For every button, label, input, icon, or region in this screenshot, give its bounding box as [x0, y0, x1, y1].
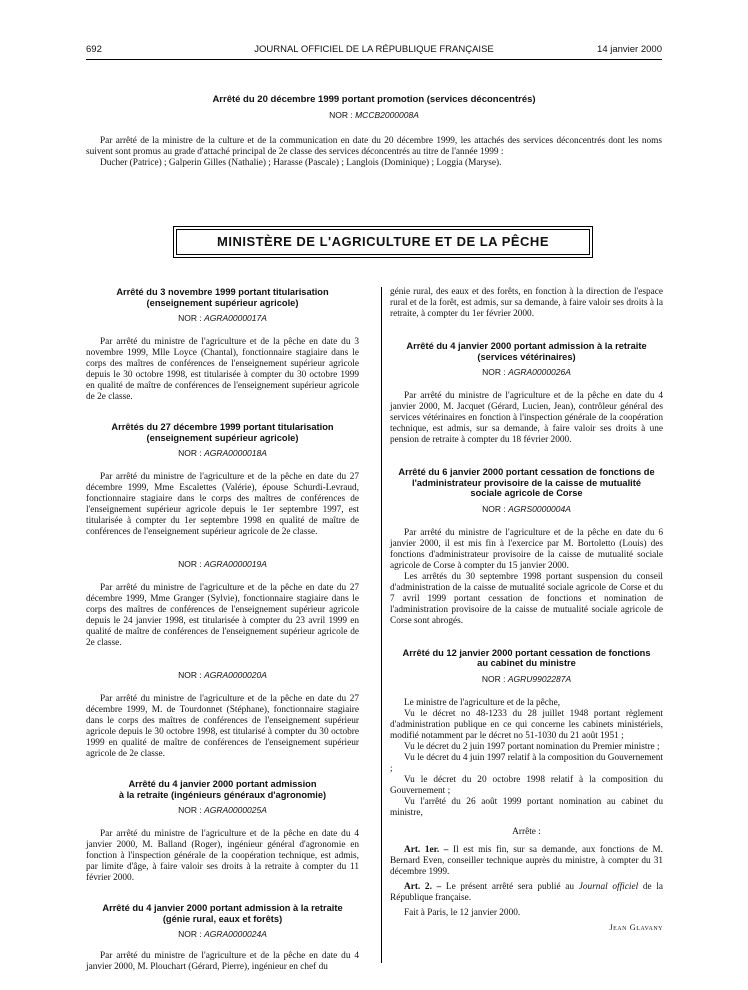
decree-text: Par arrêté du ministre de l'agriculture et de la pêche en date du 27 décembre 1999, M. de Tourdonnet (Stéphane), fonctionnaire stagiaire dans le corps des maîtres de conférences de l'enseignement supérieur agricole depuis le 30 octobre 1998, est titularisé à compter du 30 octobre 1999 en qualité de maître de conférences de l'enseignement supérieur agricole de 2e classe. [86, 694, 359, 759]
nor-reference: NOR : AGRA0000026A [482, 367, 571, 377]
left-column [86, 287, 359, 973]
nor-reference: NOR : AGRA0000019A [178, 559, 267, 569]
top-section-title: Arrêté du 20 décembre 1999 portant promotion (services déconcentrés) [212, 94, 536, 105]
article-2: Art. 2. – Le présent arrêté sera publié au Journal officiel de la République française. [390, 881, 664, 903]
nor-reference: NOR : AGRA0000024A [178, 929, 267, 939]
arrete-word: Arrête : [512, 826, 541, 837]
right-column [390, 287, 663, 932]
decree-date-place: Fait à Paris, le 12 janvier 2000. [404, 907, 521, 918]
decree-text: Par arrêté du ministre de l'agriculture et de la pêche en date du 4 janvier 2000, M. Plouchart (Gérard, Pierre), ingénieur en chef du [86, 951, 359, 972]
nor-reference: NOR : AGRU9902287A [481, 673, 572, 684]
decree-title: Arrêté du 3 novembre 1999 portant titularisation (enseignement supérieur agricole) [116, 287, 329, 308]
decree-title: Arrêté du 12 janvier 2000 portant cessation de fonctions au cabinet du ministre [402, 647, 651, 668]
issue-date: 14 janvier 2000 [597, 44, 662, 55]
decree-text: Par arrêté du ministre de l'agriculture et de la pêche en date du 3 novembre 1999, Mlle Loyce (Chantal), fonctionnaire stagiaire dans le corps des maîtres de conférences de l'enseignement supérieur agricole depuis le 30 octobre 1998, est titularisée à compter du 30 octobre 1999 en qualité de maître de conférences de l'enseignement supérieur agricole de 2e classe. [86, 337, 359, 402]
decree-text: Le ministre de l'agriculture et de la pêche, [404, 697, 561, 708]
top-section-nor: NOR : MCCB2000008A [329, 110, 419, 120]
decree-text: Vu le décret no 48-1233 du 28 juillet 1948 portant règlement d'administration publique en ce qui concerne les cabinets ministériels, modifié notamment par le décret no 51-1030 du 21 août 1951 ; [390, 708, 663, 741]
decree-text: Par arrêté du ministre de l'agriculture et de la pêche en date du 27 décembre 1999, Mme Granger (Sylvie), fonctionnaire stagiaire dans le corps des maîtres de conférences de l'enseignement supérieur agricole depuis le 24 janvier 1998, est titularisée à compter du 23 avril 1999 en qualité de maître de conférences de l'enseignement supérieur agricole de 2e classe. [86, 583, 359, 648]
nor-reference: NOR : AGRA0000018A [178, 448, 267, 458]
signature: Jean Glavany [609, 921, 663, 932]
decree-title: Arrêté du 6 janvier 2000 portant cessation de fonctions de l'administrateur provisoire de la caisse de mutualité sociale agricole de Corse [398, 467, 655, 498]
decree-title: Arrêté du 4 janvier 2000 portant admission à la retraite (services vétérinaires) [406, 341, 647, 362]
top-section-body [86, 136, 662, 169]
decree-text: Les arrêtés du 30 septembre 1998 portant suspension du conseil d'administration de la caisse de mutualité sociale agricole de Corse et du 7 avril 1999 portant cessation de fonctions et nomination de l'administration provisoire de la caisse de mutualité sociale agricole de Corse sont abrogés. [390, 571, 663, 626]
top-section-paragraph: Par arrêté de la ministre de la culture et de la communication en date du 20 décembre 1999, les attachés des services déconcentrés dont les noms suivent sont promus au grade d'attaché principal de 2e classe des services déconcentrés au titre de l'année 1999 : [86, 136, 662, 157]
continued-text: génie rural, des eaux et des forêts, en fonction à la direction de l'espace rural et de la forêt, est admis, sur sa demande, à faire valoir ses droits à la retraite, à compter du 1er février 2000. [390, 287, 663, 319]
decree-title: Arrêté du 4 janvier 2000 portant admission à la retraite (génie rural, eaux et forêts) [102, 903, 343, 924]
decree-text: Vu le décret du 20 octobre 1998 relatif à la composition du Gouvernement ; [390, 774, 663, 796]
decree-text: Par arrêté du ministre de l'agriculture et de la pêche en date du 4 janvier 2000, M. Balland (Roger), ingénieur général d'agronomie en fonction à l'inspection générale de la coopération technique, est admis, par limite d'âge, à faire valoir ses droits à la retraite à compter du 11 février 2000. [86, 829, 359, 883]
decree-text: Par arrêté du ministre de l'agriculture et de la pêche en date du 27 décembre 1999, Mme Escalettes (Valérie), épouse Schurdi-Levraud, fonctionnaire stagiaire dans le corps des maîtres de conférences de l'enseignement supérieur agricole depuis le 1er septembre 1997, est titularisée à compter du 1er septembre 1998 en qualité de maître de conférences de l'enseignement supérieur agricole de 2e classe. [86, 472, 359, 537]
decree-title: Arrêtés du 27 décembre 1999 portant titularisation (enseignement supérieur agricole) [111, 422, 334, 443]
decree-text: Par arrêté du ministre de l'agriculture et de la pêche en date du 4 janvier 2000, M. Jacquet (Gérard, Lucien, Jean), contrôleur général des services vétérinaires en fonction à l'inspection générale de la coopération technique, est admis, sur sa demande, à faire valoir ses droits à une pension de retraite à compter du 18 février 2000. [390, 391, 663, 445]
nor-reference: NOR : AGRA0000020A [178, 670, 267, 680]
page-number: 692 [86, 44, 102, 55]
running-header [86, 44, 662, 58]
header-rule [86, 59, 662, 60]
top-section-names: Ducher (Patrice) ; Galperin Gilles (Nathalie) ; Harasse (Pascale) ; Langlois (Dominique) ; Loggia (Maryse). [100, 158, 502, 168]
nor-reference: NOR : AGRA0000017A [178, 313, 267, 323]
decree-text: Vu le décret du 4 juin 1997 relatif à la composition du Gouvernement ; [390, 752, 663, 774]
decree-text: Vu l'arrêté du 26 août 1999 portant nomination au cabinet du ministre, [390, 796, 663, 818]
ministry-heading: MINISTÈRE DE L'AGRICULTURE ET DE LA PÊCHE [176, 229, 590, 255]
decree-text: Vu le décret du 2 juin 1997 portant nomination du Premier ministre ; [404, 741, 660, 752]
nor-reference: NOR : AGRA0000025A [178, 805, 267, 815]
journal-title: JOURNAL OFFICIEL DE LA RÉPUBLIQUE FRANÇAISE [254, 44, 494, 55]
nor-reference: NOR : AGRS0000004A [482, 503, 571, 514]
article-1: Art. 1er. – Il est mis fin, sur sa demande, aux fonctions de M. Bernard Even, conseiller technique auprès du ministre, à compter du 31 décembre 1999. [390, 844, 663, 877]
decree-text: Par arrêté du ministre de l'agriculture et de la pêche en date du 6 janvier 2000, il est mis fin à l'exercice par M. Bortoletto (Louis) des fonctions d'administrateur provisoire de la caisse de mutualité sociale agricole de Corse à compter du 15 janvier 2000. [390, 527, 663, 571]
column-divider [381, 287, 382, 963]
decree-title: Arrêté du 4 janvier 2000 portant admission à la retraite (ingénieurs généraux d'agronomie) [118, 779, 327, 800]
